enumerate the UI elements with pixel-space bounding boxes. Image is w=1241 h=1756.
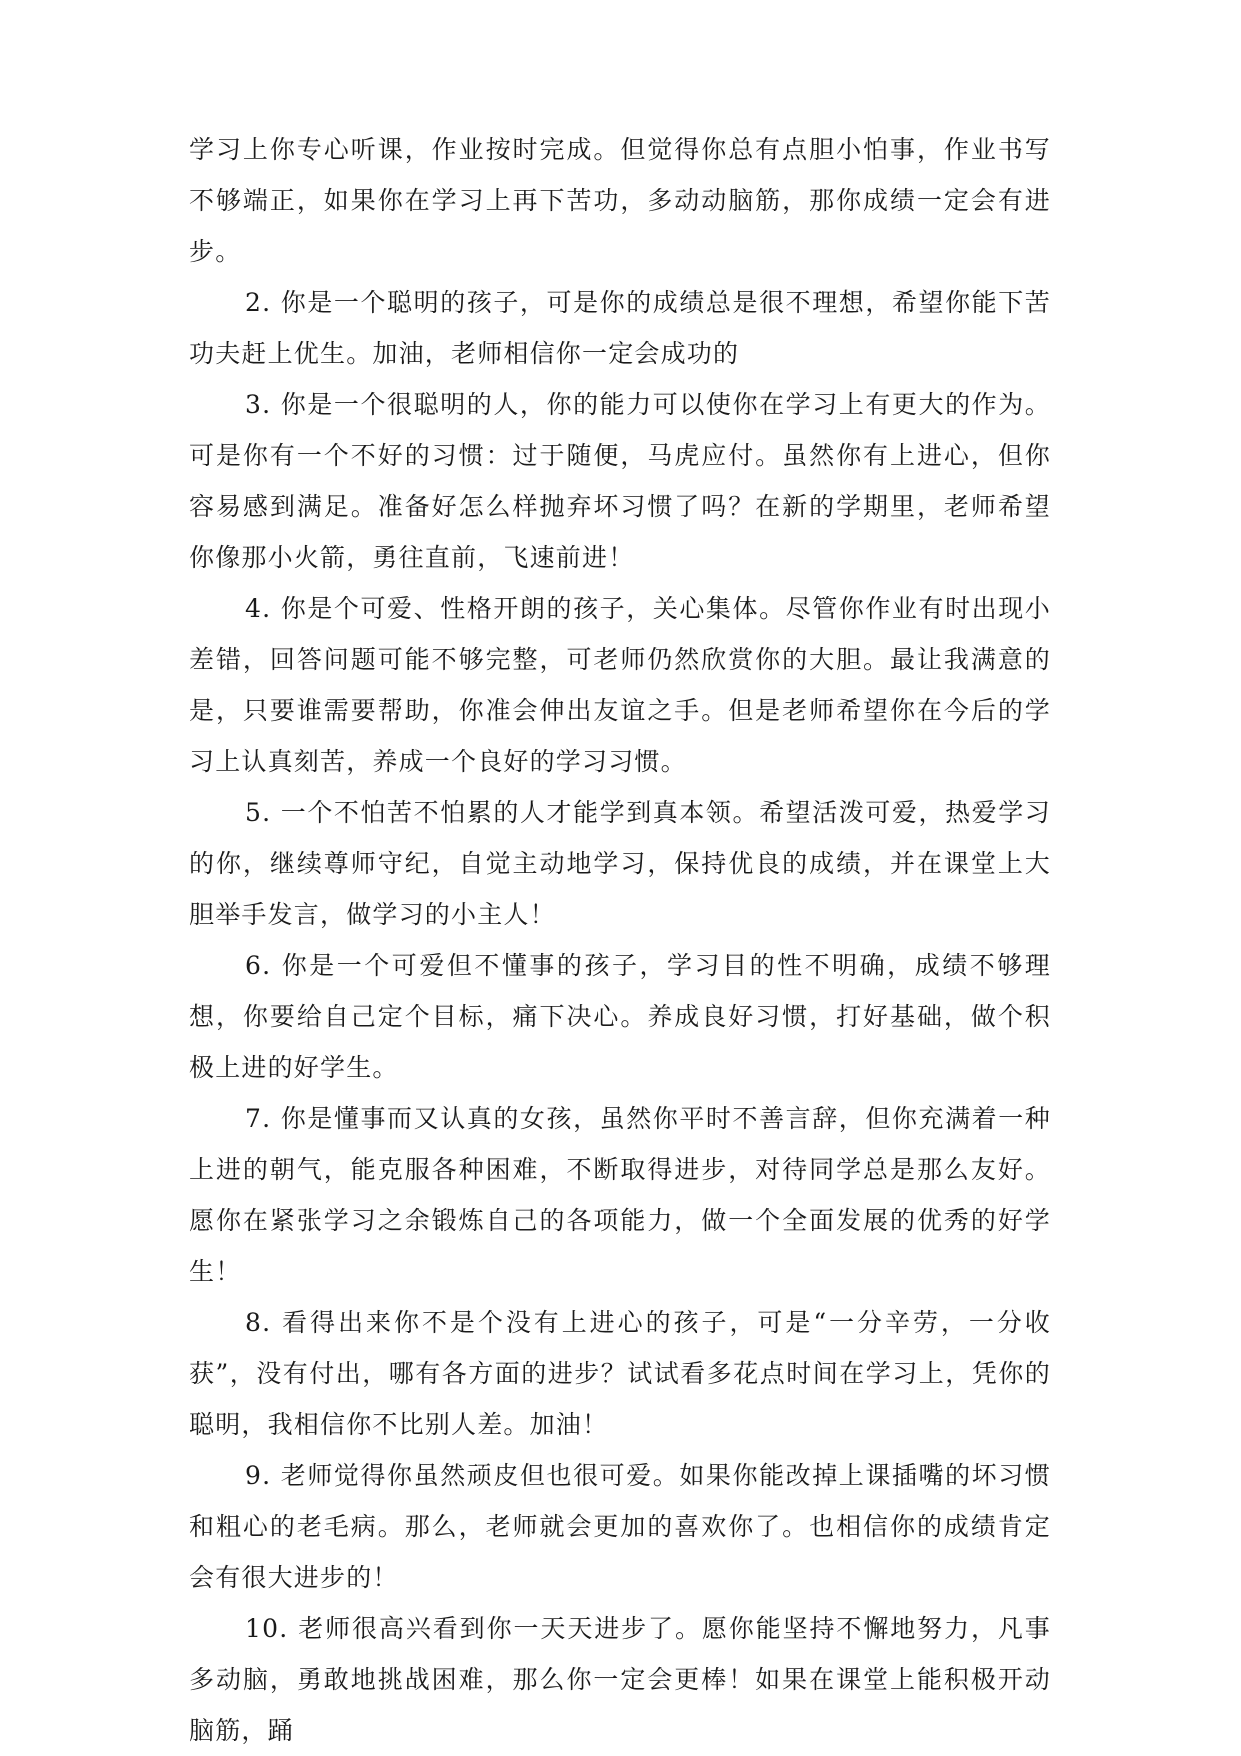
- paragraph-6: 6. 你是一个可爱但不懂事的孩子，学习目的性不明确，成绩不够理想，你要给自己定个目标，痛下决心。养成良好习惯，打好基础，做个积极上进的好学生。: [189, 951, 1051, 1082]
- paragraph-7: 7. 你是懂事而又认真的女孩，虽然你平时不善言辞，但你充满着一种上进的朝气，能克服各种困难，不断取得进步，对待同学总是那么友好。愿你在紧张学习之余锻炼自己的各项能力，做一个全面发展的优秀的好学生！: [189, 1104, 1051, 1286]
- paragraph-2: 2. 你是一个聪明的孩子，可是你的成绩总是很不理想，希望你能下苦功夫赶上优生。加油，老师相信你一定会成功的: [189, 288, 1051, 368]
- paragraph-5: 5. 一个不怕苦不怕累的人才能学到真本领。希望活泼可爱，热爱学习的你，继续尊师守纪，自觉主动地学习，保持优良的成绩，并在课堂上大胆举手发言，做学习的小主人！: [189, 798, 1051, 929]
- paragraph-4: 4. 你是个可爱、性格开朗的孩子，关心集体。尽管你作业有时出现小差错，回答问题可能不够完整，可老师仍然欣赏你的大胆。最让我满意的是，只要谁需要帮助，你准会伸出友谊之手。但是老师希望你在今后的学习上认真刻苦，养成一个良好的学习习惯。: [189, 594, 1051, 776]
- document-body: [189, 124, 1051, 1756]
- paragraph-1: 学习上你专心听课，作业按时完成。但觉得你总有点胆小怕事，作业书写不够端正，如果你在学习上再下苦功，多动动脑筋，那你成绩一定会有进步。: [189, 135, 1051, 266]
- paragraph-3: 3. 你是一个很聪明的人，你的能力可以使你在学习上有更大的作为。可是你有一个不好的习惯：过于随便，马虎应付。虽然你有上进心，但你容易感到满足。准备好怎么样抛弃坏习惯了吗？在新的学期里，老师希望你像那小火箭，勇往直前，飞速前进！: [189, 390, 1051, 572]
- paragraph-8: 8. 看得出来你不是个没有上进心的孩子，可是“一分辛劳，一分收获”，没有付出，哪有各方面的进步？试试看多花点时间在学习上，凭你的聪明，我相信你不比别人差。加油！: [189, 1308, 1051, 1439]
- paragraph-9: 9. 老师觉得你虽然顽皮但也很可爱。如果你能改掉上课插嘴的坏习惯和粗心的老毛病。那么，老师就会更加的喜欢你了。也相信你的成绩肯定会有很大进步的！: [189, 1461, 1051, 1592]
- paragraph-10: 10. 老师很高兴看到你一天天进步了。愿你能坚持不懈地努力，凡事多动脑，勇敢地挑战困难，那么你一定会更棒！如果在课堂上能积极开动脑筋，踊: [189, 1614, 1051, 1745]
